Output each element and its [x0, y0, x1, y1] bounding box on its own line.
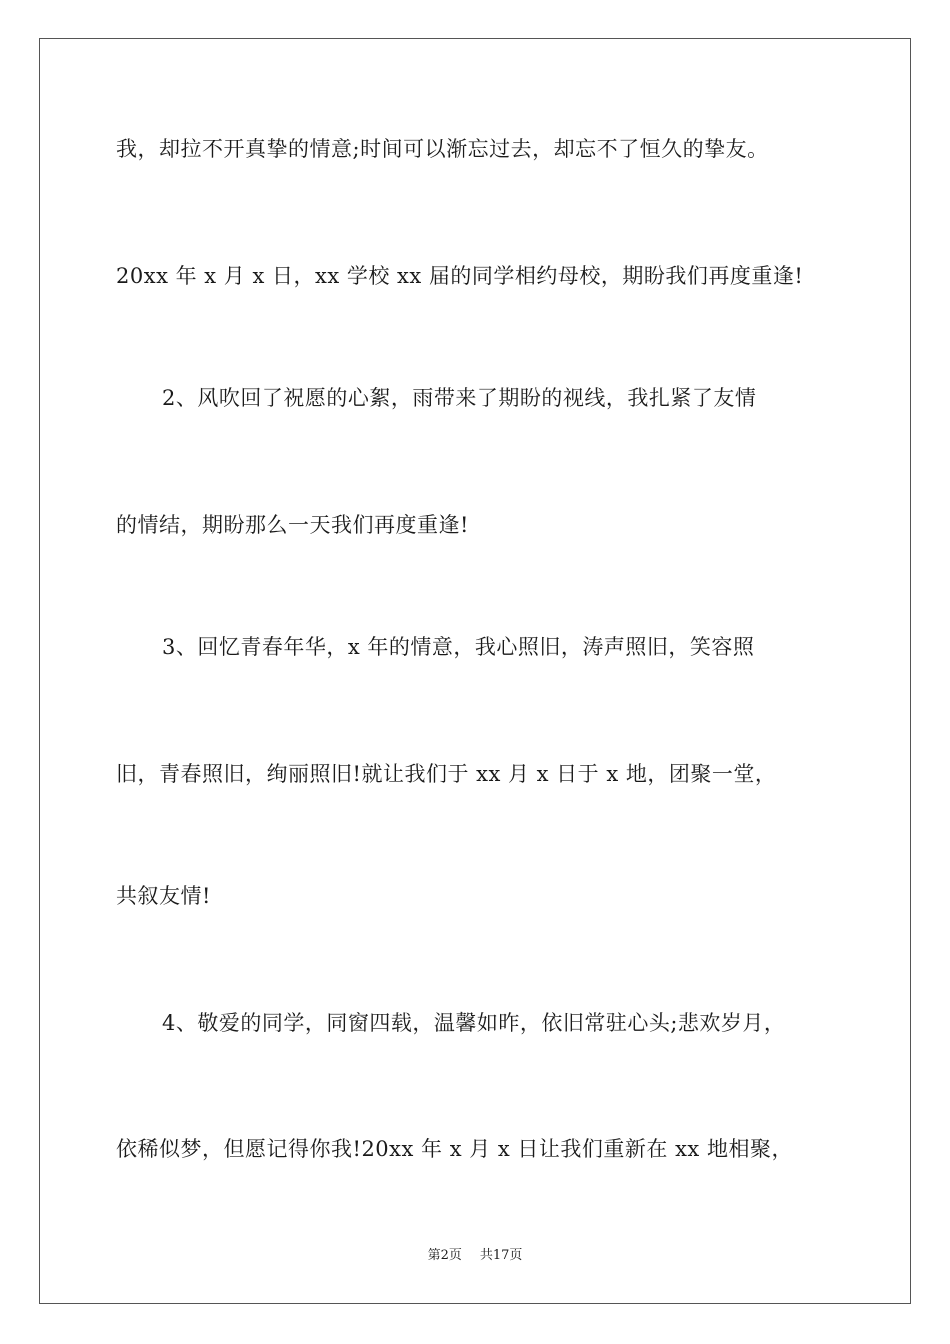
paragraph-2-line-2: 的情结，期盼那么一天我们再度重逢! — [116, 513, 469, 537]
page-number: 第2页 — [427, 1248, 462, 1263]
paragraph-4-line-1: 4、敬爱的同学，同窗四载，温馨如昨，依旧常驻心头;悲欢岁月， — [162, 1011, 786, 1035]
text-line-2: 20xx 年 x 月 x 日，xx 学校 xx 届的同学相约母校，期盼我们再度重逢! — [116, 264, 804, 288]
paragraph-3-line-2: 旧，青春照旧，绚丽照旧!就让我们于 xx 月 x 日于 x 地，团聚一堂， — [116, 762, 777, 786]
paragraph-4-line-2: 依稀似梦，但愿记得你我!20xx 年 x 月 x 日让我们重新在 xx 地相聚， — [116, 1137, 793, 1161]
paragraph-2-line-1: 2、风吹回了祝愿的心絮，雨带来了期盼的视线，我扎紧了友情 — [162, 386, 757, 410]
paragraph-3-line-3: 共叙友情! — [116, 884, 211, 908]
paragraph-3-line-1: 3、回忆青春年华，x 年的情意，我心照旧，涛声照旧，笑容照 — [162, 635, 755, 659]
text-line-1: 我，却拉不开真挚的情意;时间可以渐忘过去，却忘不了恒久的挚友。 — [116, 137, 769, 161]
page-total: 共17页 — [479, 1248, 523, 1263]
page-footer — [0, 1248, 950, 1264]
page-border — [39, 38, 911, 1304]
